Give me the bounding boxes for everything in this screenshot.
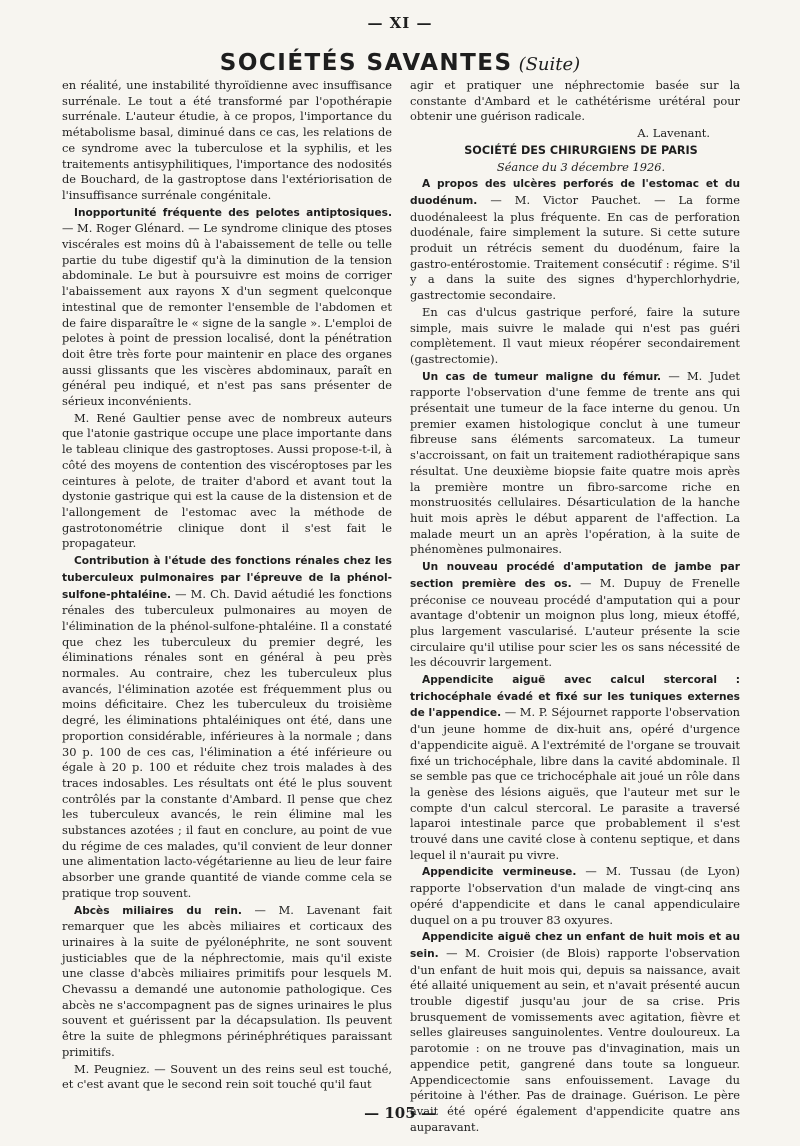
article-body: — M. Dupuy de Frenelle préconise ce nouveau procédé d'amputation qui a pour avantage d'obtenir un moignon plus long, mieux étoffé, plus largement vascularisé. L'auteur présente la scie circulaire qu'il utilise pour scier les os sans nécessité de les découvrir largement.	[410, 575, 740, 670]
paragraph	[410, 369, 740, 558]
paragraph: en réalité, une instabilité thyroïdienne avec insuffisance surrénale. Le tout a été transformé par l'opothérapie surrénale. L'auteur étudie, à ce propos, l'importance du métabolisme basal, diminué dans ce cas, les relations de ce syndrome avec la tuberculose et la syphilis, et les traitements antisyphilitiques, l'importance des nodosités de Bouchard, de la gastroptose dans l'extériorisation de l'insuffisance surrénale congénitale.	[62, 78, 392, 202]
article-body: — M. Roger Glénard. — Le syndrome clinique des ptoses viscérales est moins dû à l'abaissement de telle ou telle partie du tube digestif qu'à la diminution de la tension abdominale. Le but à poursuivre est moins de corriger l'abaissement aux rayons X d'un segment quelconque intestinal que de remonter l'ensemble de l'abdomen et de faire disparaître le « signe de la sangle ». L'emploi de pelotes à point de pression localisé, dont la pénétration doit être très forte pour maintenir en place des organes aussi glissants que les viscères abdominaux, paraît en général peu indiqué, et n'est pas sans présenter de sérieux inconvénients.	[62, 221, 392, 409]
article-body: — M. Tussau (de Lyon) rapporte l'observation d'un malade de vingt-cinq ans opéré d'appendicite et dans le canal appendiculaire duquel on a pu trouver 83 oxyures.	[410, 864, 740, 927]
paragraph	[62, 205, 392, 410]
article-body: — M. P. Séjournet rapporte l'observation d'un jeune homme de dix-huit ans, opéré d'urgence d'appendicite aiguë. A l'extrémité de l'organe se trouvait fixé un trichocéphale, libre dans la cavité abdominale. Il se semble pas que ce trichocéphale ait joué un rôle dans la genèse des lésions aiguës, que l'auteur met sur le compte d'un calcul stercoral. Le parasite a traversé laparoi intestinale parce que probablement il s'est trouvé dans une cavité close à contenu septique, et dans lequel il n'aurait pu vivre.	[410, 705, 741, 862]
paragraph	[410, 672, 740, 863]
article-heading: A propos des ulcères perforés de l'estomac et du duodénum.	[410, 178, 740, 207]
article-heading: Appendicite aiguë avec calcul stercoral : trichocéphale évadé et fixé sur les tuniques externes de l'appendice.	[410, 674, 740, 720]
left-column	[62, 78, 392, 1093]
section-suite: (Suite)	[518, 54, 581, 75]
roman-page-marker: — XI —	[367, 14, 433, 32]
page-title	[0, 50, 800, 76]
society-heading: SOCIÉTÉ DES CHIRURGIENS DE PARIS	[464, 143, 698, 157]
article-heading: Un nouveau procédé d'amputation de jambe par section première des os.	[410, 561, 740, 590]
article-heading: Inopportunité fréquente des pelotes antiptosiques.	[74, 206, 392, 219]
page-number: — 105 —	[364, 1104, 436, 1122]
paragraph: M. Peugniez. — Souvent un des reins seul est touché, et c'est avant que le second rein soit touché qu'il faut	[62, 1061, 392, 1092]
article-heading: Appendicite aiguë chez un enfant de huit mois et au sein.	[410, 931, 740, 960]
section-title: SOCIÉTÉS SAVANTES	[219, 50, 513, 76]
article-body: — M. Ch. David aétudié les fonctions rénales des tuberculeux pulmonaires au moyen de l'élimination de la phénol-sulfone-phtaléine. Il a constaté que chez les tuberculeux du premier degré, les éliminations rénales sont en général à peu près normales. Au contraire, chez les tuberculeux plus avancés, l'élimination azotée est fréquemment plus ou moins déficitaire. Chez les tuberculeux du troisième degré, les éliminations phtaléiniques ont été, dans une proportion considérable, inférieures à la normale ; dans 30 p. 100 de ces cas, l'élimination a été inférieure ou égale à 20 p. 100 et réduite chez trois malades à des traces indosables. Les résultats ont été le plus souvent contrôlés par la constante d'Ambard. Il pense que chez les tuberculeux avancés, le rein élimine mal les substances azotées ; il faut en conclure, au point de vue du régime de ces malades, qu'il convient de leur donner une alimentation lacto-végétarienne au lieu de leur faire absorber une grande quantité de viande comme cela se pratique trop souvent.	[62, 586, 392, 900]
paragraph: En cas d'ulcus gastrique perforé, faire la suture simple, mais suivre le malade qui n'est pas guéri complètement. Il vaut mieux réopérer secondairement (gastrectomie).	[410, 304, 740, 366]
article-body: — M. Judet rapporte l'observation d'une femme de trente ans qui présentait une tumeur de la face interne du genou. Un premier examen histologique conclut à une tumeur fibreuse sans éléments sarcomateux. La tumeur s'accroissant, on fait un traitement radiothérapique sans résultat. Une deuxième biopsie faite quatre mois après la première montre un fibro-sarcome riche en monstruosités cellulaires. Désarticulation de la hanche huit mois après le début apparent de l'affection. La malade meurt un an après l'opération, à la suite de phénomènes pulmonaires.	[410, 368, 740, 557]
right-column	[410, 78, 740, 1135]
seance-date: Séance du 3 décembre 1926.	[496, 159, 666, 174]
article-heading: Un cas de tumeur maligne du fémur.	[422, 370, 662, 383]
paragraph: agir et pratiquer une néphrectomie basée sur la constante d'Ambard et le cathétérisme urétéral pour obtenir une guérison radicale.	[410, 78, 740, 124]
paragraph	[410, 176, 740, 304]
article-body: — M. Lavenant fait remarquer que les abcès miliaires et corticaux des urinaires à la suite de pyélonéphrite, ne sont souvent justiciables que de la néphrectomie, mais qu'il existe une classe d'abcès miliaires primitifs pour lesquels M. Chevassu a demandé une autonomie pathologique. Ces abcès ne s'accompagnent pas de signes urinaires le plus souvent et guérissent par la décapsulation. Ils peuvent être la suite de phlegmons périnéphrétiques paraissant primitifs.	[62, 902, 392, 1059]
paragraph	[410, 864, 740, 928]
article-heading: Appendicite vermineuse.	[422, 866, 577, 879]
article-body: — M. Croisier (de Blois) rapporte l'observation d'un enfant de huit mois qui, depuis sa naissance, avait été allaité uniquement au sein, et n'avait présenté aucun trouble digestif jusqu'au jour de sa crise. Pris brusquement de vomissements avec agitation, fièvre et selles glaireuses sanguinolentes. Ventre douloureux. La parotomie : on ne trouve pas d'invagination, mais un appendice petit, gangrené dans toute sa longueur. Appendicectomie sans enfouissement. Lavage du péritoine à l'éther. Pas de drainage. Guérison. Le père avait été opéré également d'appendicite quatre ans auparavant.	[410, 945, 740, 1134]
paragraph	[62, 903, 392, 1061]
paragraph: M. René Gaultier pense avec de nombreux auteurs que l'atonie gastrique occupe une place importante dans le tableau clinique des gastroptoses. Aussi propose-t-il, à côté des moyens de contention des viscéroptoses par les ceintures à pelote, de traiter d'abord et avant tout la dystonie gastrique qui est la cause de la distension et de l'allongement de l'estomac avec la méthode de gastrotonométrie clinique dont il s'est fait le propagateur.	[62, 410, 392, 551]
article-body: — M. Victor Pauchet. — La forme duodénaleest la plus fréquente. En cas de perforation duodénale, faire simplement la suture. Si cette suture produit un rétrécis sement du duodénum, faire la gastro-entérostomie. Traitement consécutif : régime. S'il y a dans la suite des signes d'hyperchlorhydrie, gastrectomie secondaire.	[410, 192, 740, 303]
signature: A. Lavenant.	[637, 126, 710, 141]
article-heading: Abcès miliaires du rein.	[74, 904, 242, 917]
paragraph	[410, 559, 740, 671]
paragraph	[62, 553, 392, 901]
article-heading: Contribution à l'étude des fonctions rénales chez les tuberculeux pulmonaires par l'épreuve de la phénol-sulfone-phtaléine.	[62, 555, 392, 601]
